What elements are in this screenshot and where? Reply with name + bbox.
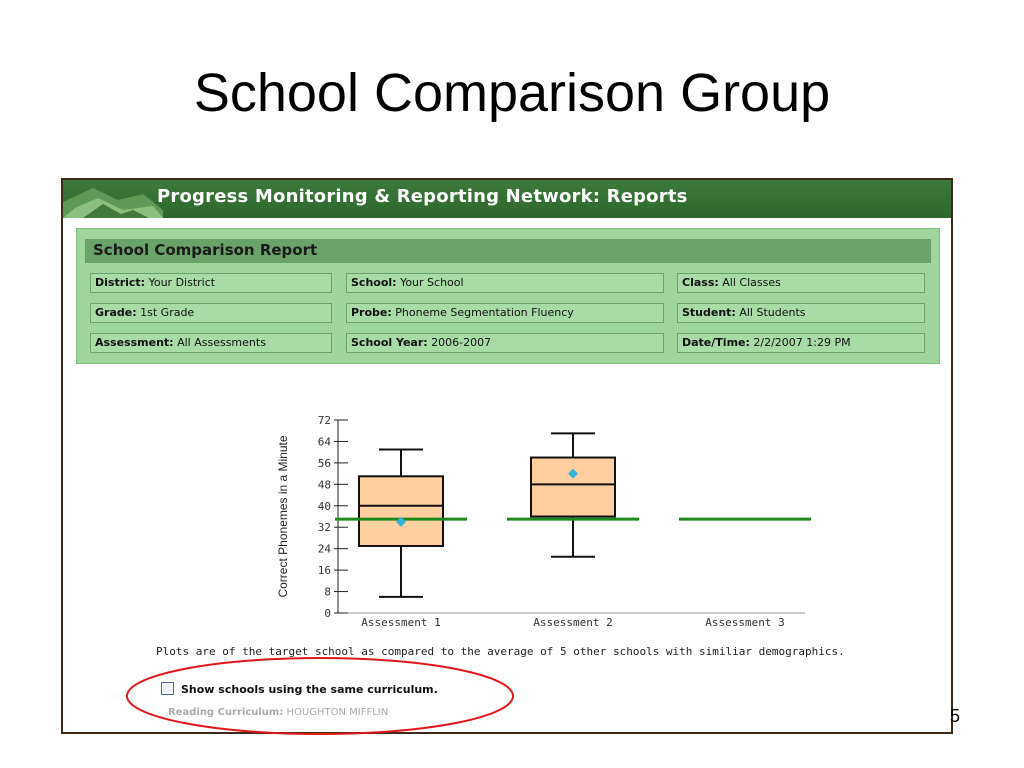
school-year-field: School Year: 2006-2007 [346,333,664,353]
app-header-title: Progress Monitoring & Reporting Network: Reports [157,186,688,207]
app-header [63,180,951,218]
same-curriculum-label[interactable]: Show schools using the same curriculum. [181,683,438,696]
y-tick-label: 16 [317,564,331,578]
class-field: Class: All Classes [677,273,925,293]
slide-title: School Comparison Group [193,63,831,123]
report-screenshot [61,178,953,734]
y-tick-label: 24 [317,542,331,556]
y-tick-label: 40 [317,499,331,513]
iqr-box [359,476,443,546]
x-tick-label: Assessment 1 [361,616,441,629]
y-tick-label: 8 [324,585,331,599]
red-highlight-ellipse [124,655,516,737]
y-axis-label: Correct Phonemes in a Minute [276,435,290,598]
student-field: Student: All Students [677,303,925,323]
x-tick-label: Assessment 3 [705,616,785,629]
y-tick-label: 56 [317,456,331,470]
y-tick-label: 32 [317,521,331,535]
slide-number: 5 [950,706,961,726]
grade-field: Grade: 1st Grade [90,303,332,323]
report-title: School Comparison Report [93,241,318,259]
comparison-note: Plots are of the target school as compared to the average of 5 other schools with similiar demographics. [156,645,845,658]
district-field: District: Your District [90,273,332,293]
mountain-logo-icon [63,180,163,218]
box-plot-chart [203,408,823,630]
report-title-bar [85,239,931,263]
y-tick-label: 72 [317,414,331,427]
y-tick-label: 48 [317,478,331,492]
y-tick-label: 0 [324,607,331,620]
y-tick-label: 64 [317,435,331,449]
probe-field: Probe: Phoneme Segmentation Fluency [346,303,664,323]
reading-curriculum: Reading Curriculum: HOUGHTON MIFFLIN [168,707,389,718]
report-panel [76,228,940,364]
x-tick-label: Assessment 2 [533,616,613,629]
school-field: School: Your School [346,273,664,293]
iqr-box [531,458,615,517]
assessment-field: Assessment: All Assessments [90,333,332,353]
date-time-field: Date/Time: 2/2/2007 1:29 PM [677,333,925,353]
